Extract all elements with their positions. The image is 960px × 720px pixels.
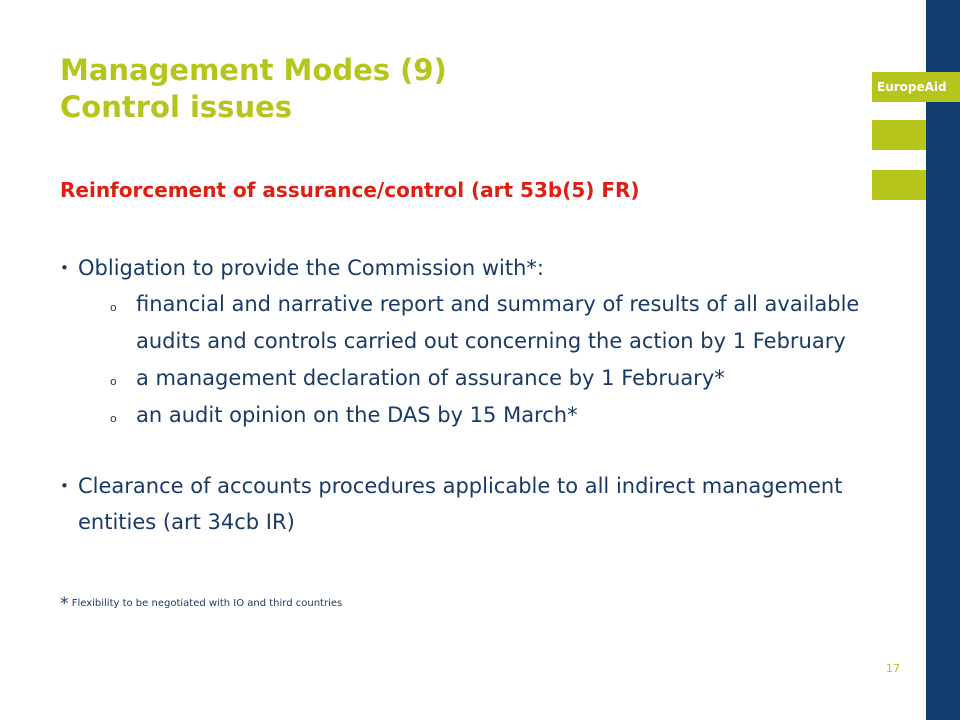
page-number: 17 (886, 662, 900, 675)
footnote-text: Flexibility to be negotiated with IO and third countries (71, 598, 343, 609)
footnote-asterisk: * (60, 594, 69, 614)
bullet-dot-icon: • (60, 259, 69, 277)
bullet-clearance (60, 468, 910, 540)
footnote (60, 594, 342, 614)
slide-body (60, 250, 910, 540)
section-heading: Reinforcement of assurance/control (art 53b(5) FR) (60, 178, 640, 202)
brand-bar-top (872, 120, 926, 150)
slide-title (60, 52, 447, 126)
bullet-spacer (60, 434, 910, 468)
sub-bullet-text: a management declaration of assurance by 1 February* (136, 366, 725, 390)
europeaid-logo: EuropeAid (872, 72, 960, 102)
sub-bullet-text: an audit opinion on the DAS by 15 March* (136, 403, 578, 427)
bullet-dot-icon: • (60, 477, 69, 495)
bullet-text: Obligation to provide the Commission with*: (78, 256, 544, 280)
bullet-obligation (60, 250, 910, 286)
sub-bullet-declaration (60, 360, 910, 397)
bullet-text: Clearance of accounts procedures applicable to all indirect management entities (art 34cb IR) (78, 474, 843, 534)
sub-bullet-report (60, 286, 910, 360)
sub-bullet-text: financial and narrative report and summary of results of all available audits and controls carried out concerning the action by 1 February (136, 292, 860, 353)
right-sidebar (926, 0, 960, 720)
sub-bullet-circle-icon: o (110, 412, 117, 425)
sub-bullet-audit-opinion (60, 397, 910, 434)
title-line-1: Management Modes (9) (60, 53, 447, 87)
brand-bar-bottom (872, 170, 926, 200)
sub-bullet-circle-icon: o (110, 301, 117, 314)
sub-bullet-circle-icon: o (110, 375, 117, 388)
title-line-2: Control issues (60, 90, 293, 124)
